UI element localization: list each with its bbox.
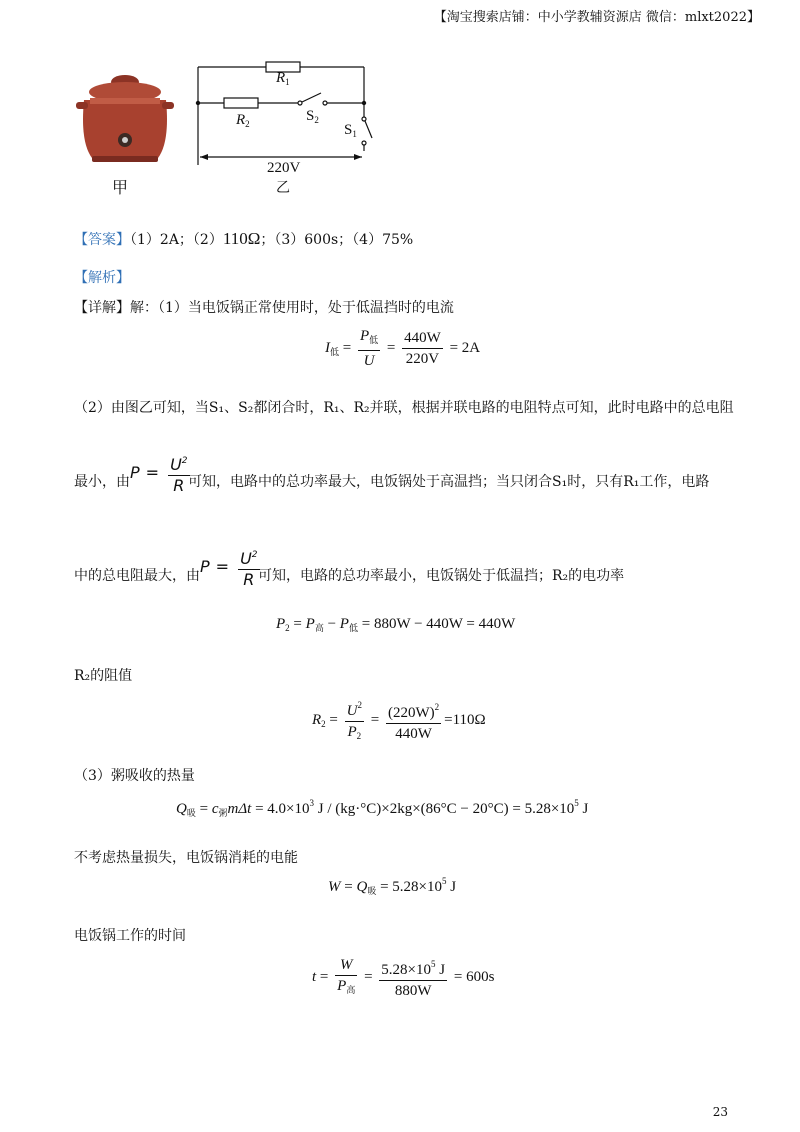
part2-line3: 中的总电阻最大，由 xyxy=(74,568,200,584)
header-banner: 【淘宝搜索店铺：中小学教辅资源店 微信：mlxt2022】 xyxy=(433,10,760,25)
part2-line3-tail: 可知，电路的总功率最小，电饭锅处于低温挡；R₂的电功率 xyxy=(258,568,625,584)
part3-label: （3）粥吸收的热量 xyxy=(74,768,195,784)
time-label: 电饭锅工作的时间 xyxy=(74,928,186,944)
equation-heat: $Q_吸 = c_粥m\Delta t = 4.0\times 10^3$ $J / (kg\cdot^\circ C)\times 2kg\times(86^\circ C - 20^\circ C) = 5.28\times 10^5$ J xyxy=(176,798,589,818)
part2-line1: （2）由图乙可知，当S₁、S₂都闭合时，R₁、R₂并联，根据并联电路的电阻特点可知，此时电路中的总电阻 xyxy=(74,400,734,416)
page-number: 23 xyxy=(712,1105,728,1119)
equation-time: t = $\frac{W}{P_高}$ = $\frac{5.28\times 10^5 J}{880W}$ = 600s xyxy=(312,957,495,999)
label-s2: $S_2$ xyxy=(306,108,319,125)
rice-cooker-illustration xyxy=(70,62,180,172)
r2-label: R₂的阻值 xyxy=(74,668,133,684)
rice-cooker-image xyxy=(70,62,180,172)
figure-label-jia: 甲 xyxy=(112,178,129,197)
power-formula-1: P = $\frac{U^2}{R}$ xyxy=(130,452,193,495)
equation-r2: $R_2$ = $\frac{U^2}{P_2}$ = $\frac{(220W)^2}{440W}$ =110Ω xyxy=(312,696,486,745)
equation-current: $I_低$ = $\frac{P_低}{U}$ = $\frac{440W}{220V}$ = 2A xyxy=(325,328,481,369)
label-r1: $R_1$ xyxy=(276,70,290,87)
label-s1: $S_1$ xyxy=(344,122,357,139)
figure-label-yi: 乙 xyxy=(276,180,290,196)
answer-tag: 【答案】 xyxy=(74,232,130,248)
part2-line2: 最小，由 xyxy=(74,474,130,490)
part2-line2-tail: 可知，电路中的总功率最大，电饭锅处于高温挡；当只闭合S₁时，只有R₁工作，电路 xyxy=(188,474,710,490)
equation-p2: $P_2 = P_高 - P_低 = 880W - 440W = 440W$ xyxy=(276,616,516,633)
label-r2: $R_2$ xyxy=(236,112,250,129)
detail-intro: 【详解】解：（1）当电饭锅正常使用时，处于低温挡时的电流 xyxy=(74,300,454,316)
power-formula-2: P = $\frac{U^2}{R}$ xyxy=(200,546,263,589)
loss-text: 不考虑热量损失，电饭锅消耗的电能 xyxy=(74,850,298,866)
label-voltage: 220V xyxy=(267,160,301,176)
equation-energy: $W = Q_吸 = 5.28\times 10^5$ J xyxy=(328,876,457,896)
answer-line: 【答案】（1）2A；（2）110Ω；（3）600s；（4）75% xyxy=(74,229,414,248)
analysis-tag: 【解析】 xyxy=(74,270,130,286)
